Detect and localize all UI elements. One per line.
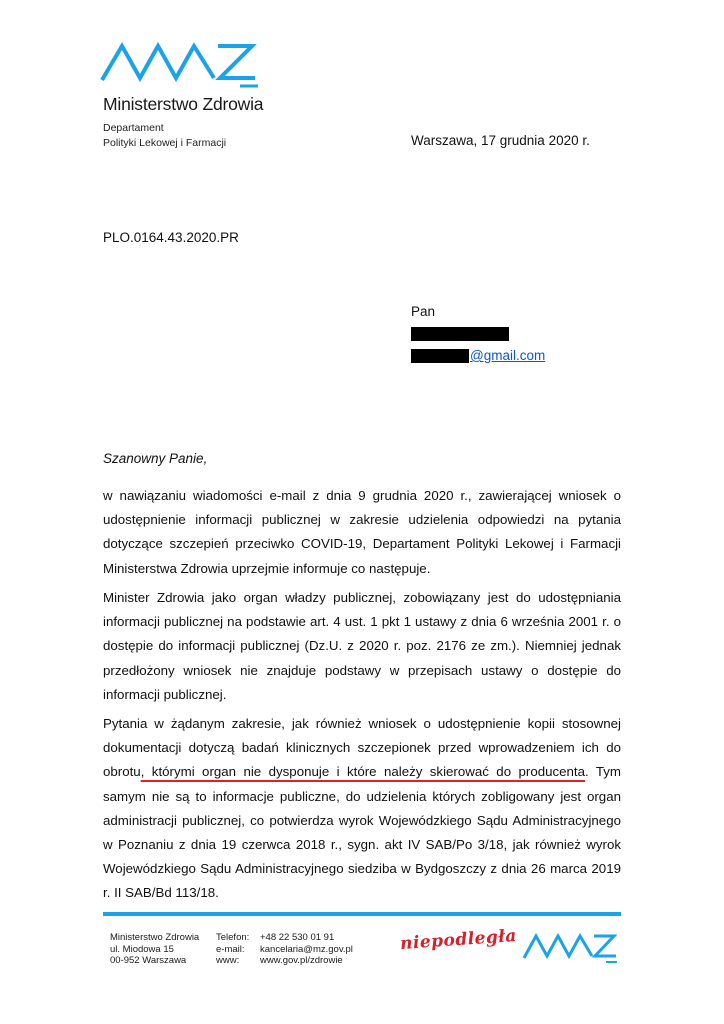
paragraph-3-part-a: Pytania w żądanym zakresie, jak również wniosek o udostępnienie kopii stosownej dokumentacji dotyczą badań klinicznych szczepionek przed wprowadzeniem ich do obrotu (103, 716, 621, 780)
reference-number: PLO.0164.43.2020.PR (103, 230, 239, 245)
footer-phone-label: Telefon: (216, 932, 250, 943)
highlighted-phrase: , którymi organ nie dysponuje i które należy skierować do producenta (140, 764, 586, 780)
niepodlegla-logo: niepodległa (399, 925, 518, 955)
redacted-name (411, 323, 545, 345)
paragraph-2: Minister Zdrowia jako organ władzy publicznej, zobowiązany jest do udostępniania informacji publicznej na podstawie art. 4 ust. 1 pkt 1 ustawy z dnia 6 września 2001 r. o dostępie do informacji publicznej (Dz.U. z 2020 r. poz. 2176 ze zm.). Niemniej jednak przedłożony wniosek nie znajduje podstawy w przepisach ustawy o dostępie do informacji publicznej. (103, 590, 621, 702)
department-line-1: Departament (103, 122, 164, 134)
recipient-email (411, 345, 545, 367)
footer-address (110, 932, 199, 967)
footer-divider (103, 912, 621, 916)
department-line-2: Polityki Lekowej i Farmacji (103, 136, 227, 149)
recipient-title: Pan (411, 304, 436, 319)
department (103, 121, 226, 150)
footer-website[interactable]: www.gov.pl/zdrowie (260, 955, 343, 966)
email-link[interactable]: @gmail.com (470, 348, 546, 363)
paragraph-3-part-c: . Tym samym nie są to informacje publiczne, do udzielenia których zobligowany jest organ administracji publicznej, co potwierdza wyrok Wojewódzkiego Sądu Administracyjnego w Poznaniu z dnia 19 czerwca 2018 r., sygn. akt IV SAB/Po 3/18, jak również wyrok Wojewódzkiego Sądu Administracyjnego siedziba w Bydgoszczy z dnia 26 marca 2019 r. II SAB/Bd 113/18. (103, 764, 622, 901)
footer-www-label: www: (216, 955, 240, 966)
mz-logo-icon (100, 40, 260, 90)
letter-date: Warszawa, 17 grudnia 2020 r. (411, 133, 590, 148)
recipient-block (411, 301, 545, 367)
footer-contact-values (260, 932, 353, 967)
footer-email-label: e-mail: (216, 943, 245, 955)
footer-street: ul. Miodowa 15 (110, 943, 174, 955)
org-name: Ministerstwo Zdrowia (103, 94, 264, 114)
mz-logo-small-icon (522, 932, 618, 964)
footer-email[interactable]: kancelaria@mz.gov.pl (260, 943, 353, 955)
greeting: Szanowny Panie, (103, 451, 208, 466)
footer-city: 00-952 Warszawa (110, 955, 187, 966)
footer-phone: +48 22 530 01 91 (260, 932, 335, 943)
paragraph-3 (103, 712, 621, 906)
footer-contact-labels (216, 932, 249, 967)
paragraph-1: w nawiązaniu wiadomości e-mail z dnia 9 grudnia 2020 r., zawierającej wniosek o udostępnienie informacji publicznej w zakresie udzielenia odpowiedzi na pytania dotyczące szczepień przeciwko COVID-19, Departament Polityki Lekowej i Farmacji Ministerstwa Zdrowia uprzejmie informuje co następuje. (103, 488, 621, 576)
footer-org: Ministerstwo Zdrowia (110, 932, 200, 943)
